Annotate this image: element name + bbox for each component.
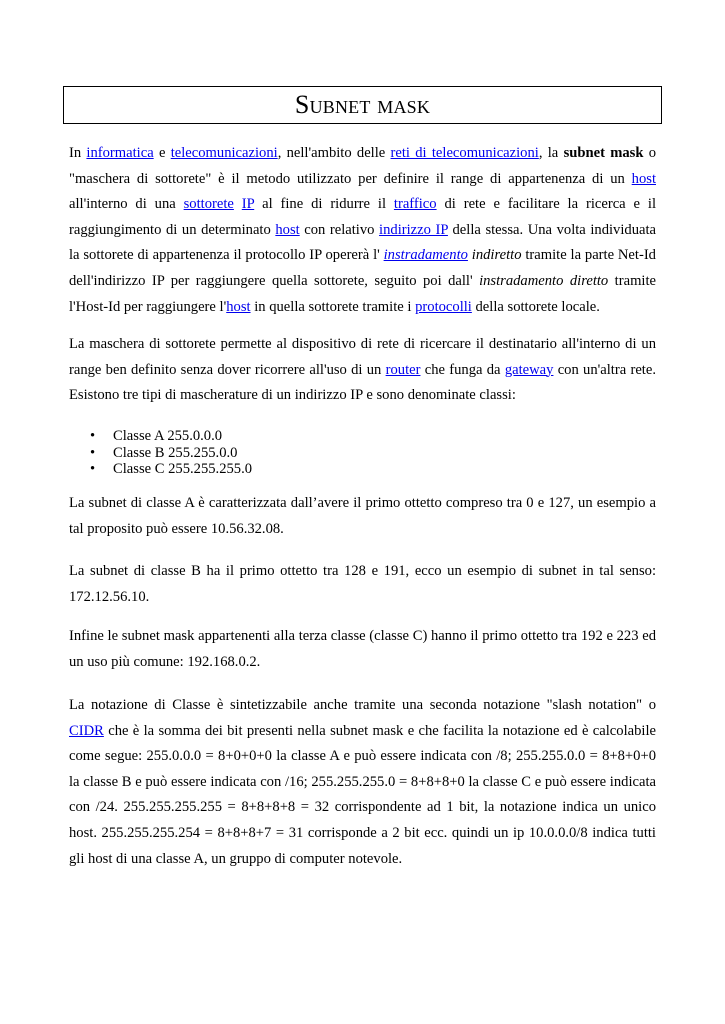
link-protocolli[interactable]: protocolli xyxy=(415,298,472,315)
paragraph-classe-c xyxy=(69,624,656,675)
link-traffico[interactable]: traffico xyxy=(393,196,437,213)
text-span: in quella sottorete tramite i xyxy=(250,298,416,315)
text-span: La notazione di Classe è sintetizzabile anche tramite una seconda notazione "slash notation" o xyxy=(69,697,656,713)
text-span: che è la somma dei bit presenti nella subnet mask e che facilita la notazione ed è calcolabile come segue: 255.0.0.0 = 8+0+0+0 la classe A e può essere indicata con /8; 255.255.0.0 = 8+8+0+0 la classe B e può essere indicata con /16; 255.255.255.0 = 8+8+8+0 la classe C e può essere indicata con /24. 255.255.255.255 = 8+8+8+8 = 32 corrispondente ad 1 bit, la notazione indica un unico host. 255.255.255.254 = 8+8+8+7 = 31 corrisponde a 2 bit ecc. quindi un ip 10.0.0.0/8 indica tutti gli host di una classe A, un gruppo di computer notevole. xyxy=(69,722,656,867)
paragraph-text: La subnet di classe B ha il primo ottetto tra 128 e 191, ecco un esempio di subnet in tal senso: 172.12.56.10. xyxy=(69,563,656,605)
link-ip[interactable]: IP xyxy=(241,196,255,213)
text-span: o "maschera di sottorete" è il metodo utilizzato per definire il range di appartenenza di un xyxy=(69,145,657,187)
link-gateway[interactable]: gateway xyxy=(504,361,554,378)
class-list xyxy=(69,428,656,478)
link-instradamento[interactable] xyxy=(384,247,468,263)
text-span: con un'altra rete. Esistono tre tipi di mascherature di un indirizzo IP e sono denominate classi: xyxy=(69,361,656,404)
text-span: , nell'ambito delle xyxy=(277,145,391,161)
link-sottorete[interactable]: sottorete xyxy=(183,196,234,213)
paragraph-text: La subnet di classe A è caratterizzata dall’avere il primo ottetto compreso tra 0 e 127, un esempio a tal proposito può essere 10.56.32.08. xyxy=(69,495,656,537)
title-box xyxy=(63,86,662,124)
link-telecomunicazioni[interactable]: telecomunicazioni xyxy=(170,145,278,161)
paragraph-intro xyxy=(69,141,656,320)
link-reti-di-telecomunicazioni[interactable]: reti di telecomunicazioni xyxy=(390,145,539,161)
paragraph-classe-a xyxy=(69,491,656,542)
text-span: La maschera di sottorete permette al dispositivo di rete di ricercare il destinatario all'interno di un range ben definito senza dover ricorrere all'uso di un xyxy=(69,336,656,378)
list-item: • Classe B 255.255.0.0 xyxy=(69,445,656,462)
text-span xyxy=(234,196,242,212)
bold-term-subnet-mask: subnet mask xyxy=(563,145,644,161)
italic-term-instradamento-diretto: instradamento diretto xyxy=(479,272,609,289)
link-indirizzo-ip[interactable]: indirizzo IP xyxy=(379,221,448,238)
text-span: tramite la parte Net-Id dell'indirizzo IP per raggiungere quella sottorete, seguito poi dall' xyxy=(69,247,656,289)
text-span: della sottorete locale. xyxy=(471,298,600,315)
text-span: , la xyxy=(538,145,564,161)
paragraph-classe-b xyxy=(69,559,656,610)
link-host[interactable]: host xyxy=(631,170,656,187)
link-host[interactable]: host xyxy=(226,298,251,315)
paragraph-notazione xyxy=(69,693,656,872)
paragraph-text: Infine le subnet mask appartenenti alla terza classe (classe C) hanno il primo ottetto tra 192 e 223 ed un uso più comune: 192.168.0.2. xyxy=(69,628,656,670)
link-informatica[interactable]: informatica xyxy=(86,145,154,161)
text-span: della stessa. Una volta individuata la sottorete di appartenenza il protocollo IP opererà l' xyxy=(69,221,657,264)
text-span: all'interno di una xyxy=(69,196,184,213)
text-span: e xyxy=(153,145,171,161)
text-span: di rete e facilitare la ricerca e il raggiungimento di un determinato xyxy=(69,196,656,238)
list-item: • Classe C 255.255.255.0 xyxy=(69,461,656,478)
list-item: • Classe A 255.0.0.0 xyxy=(69,428,656,445)
text-span: tramite l'Host-Id per raggiungere l' xyxy=(69,272,657,315)
text-span: che funga da xyxy=(420,361,505,378)
text-span: al fine di ridurre il xyxy=(254,196,394,213)
text-span: In xyxy=(69,145,87,161)
link-cidr[interactable]: CIDR xyxy=(69,722,104,739)
text-span: con relativo xyxy=(299,221,380,238)
italic-link-text: instradamento xyxy=(383,247,468,264)
italic-term-indiretto: indiretto xyxy=(471,247,522,264)
page-title: Subnet mask xyxy=(294,90,431,119)
link-host[interactable]: host xyxy=(275,221,300,238)
link-router[interactable]: router xyxy=(385,361,421,378)
paragraph-maschera xyxy=(69,332,656,409)
